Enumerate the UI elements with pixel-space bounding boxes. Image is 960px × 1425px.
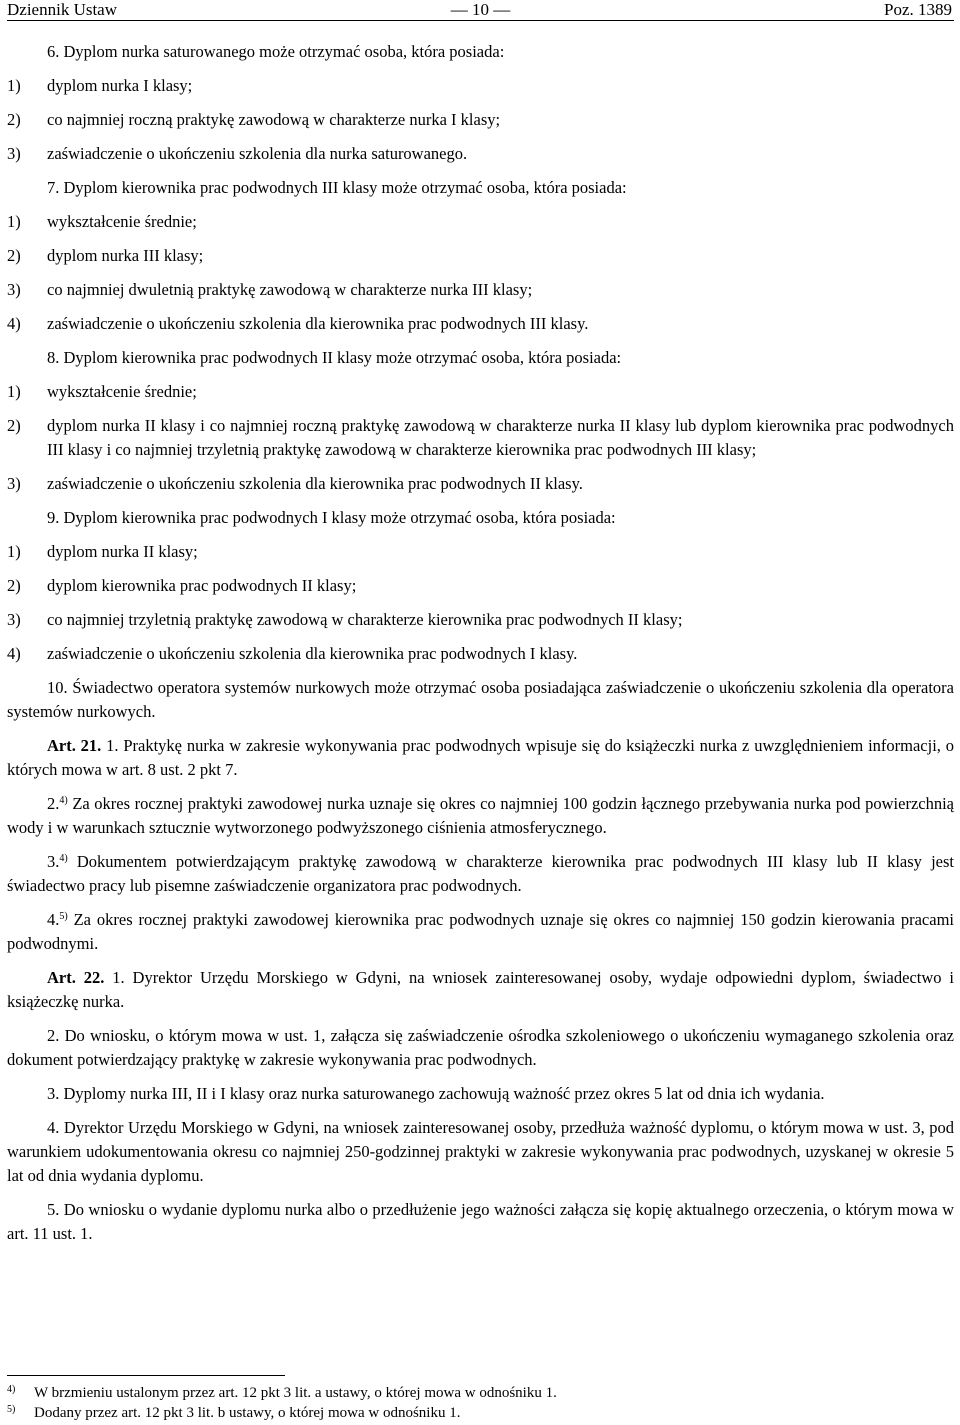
document-body <box>7 40 954 1256</box>
list-item-text: zaświadczenie o ukończeniu szkolenia dla kierownika prac podwodnych II klasy. <box>47 474 583 493</box>
list-item-number: 4) <box>7 644 21 663</box>
footnote <box>7 1383 954 1403</box>
paragraph-text: 4. Dyrektor Urzędu Morskiego w Gdyni, na wniosek zainteresowanej osoby, przedłuża ważność dyplomu, o którym mowa w ust. 3, pod warunkiem udokumentowania okresu co najmniej 250-godzinnej praktyki w zakresie wykonywania prac podwodnych, uzyskanej w okresie 5 lat od dnia wydania dyplomu. <box>7 1118 954 1185</box>
paragraph-text: Dokumentem potwierdzającym praktykę zawodową w charakterze kierownika prac podwodnych III klasy lub II klasy jest świadectwo pracy lub pisemne zaświadczenie organizatora prac podwodnych. <box>7 852 954 895</box>
position-number: Poz. 1389 <box>884 0 952 19</box>
paragraph-text: 1. Dyrektor Urzędu Morskiego w Gdyni, na wniosek zainteresowanej osoby, wydaje odpowiedni dyplom, świadectwo i książeczkę nurka. <box>7 968 954 1011</box>
paragraph <box>7 850 954 898</box>
paragraph-text: 10. Świadectwo operatora systemów nurkowych może otrzymać osoba posiadająca zaświadczenie o ukończeniu szkolenia dla operatora systemów nurkowych. <box>7 678 954 721</box>
list-item <box>7 278 954 302</box>
paragraph-text: 1. Praktykę nurka w zakresie wykonywania prac podwodnych wpisuje się do książeczki nurka z uwzględnieniem informacji, o których mowa w art. 8 ust. 2 pkt 7. <box>7 736 954 779</box>
footnote-text: Dodany przez art. 12 pkt 3 lit. b ustawy, o której mowa w odnośniku 1. <box>34 1405 461 1421</box>
paragraph <box>7 40 954 64</box>
list-item-text: zaświadczenie o ukończeniu szkolenia dla nurka saturowanego. <box>47 144 468 163</box>
list-item <box>7 380 954 404</box>
list-item <box>7 642 954 666</box>
footnote-mark: 5) <box>7 1404 16 1415</box>
paragraph <box>7 346 954 370</box>
list-item <box>7 244 954 268</box>
list-item-number: 2) <box>7 110 21 129</box>
paragraph <box>7 792 954 840</box>
list-item <box>7 74 954 98</box>
list-item <box>7 608 954 632</box>
list-item-number: 2) <box>7 576 21 595</box>
page-header <box>7 0 954 21</box>
list-item-number: 3) <box>7 474 21 493</box>
footnote <box>7 1403 954 1423</box>
footnote-reference: 5) <box>59 911 68 922</box>
paragraph <box>7 1024 954 1072</box>
list-item-number: 3) <box>7 610 21 629</box>
paragraph-text: 5. Do wniosku o wydanie dyplomu nurka albo o przedłużenie jego ważności załącza się kopię aktualnego orzeczenia, o którym mowa w art. 11 ust. 1. <box>7 1200 954 1243</box>
paragraph-text: 2. Do wniosku, o którym mowa w ust. 1, załącza się zaświadczenie ośrodka szkoleniowego o ukończeniu wymaganego szkolenia oraz dokument potwierdzający praktykę w zakresie wykonywania prac podwodnych. <box>7 1026 954 1069</box>
list-item-number: 1) <box>7 382 21 401</box>
footnote-mark: 4) <box>7 1384 16 1395</box>
list-item-number: 1) <box>7 542 21 561</box>
article-heading: Art. 22. <box>47 968 105 987</box>
paragraph-number: 4. <box>47 910 60 929</box>
list-item <box>7 108 954 132</box>
list-item <box>7 142 954 166</box>
list-item <box>7 312 954 336</box>
paragraph <box>7 734 954 782</box>
list-item-text: dyplom nurka III klasy; <box>47 246 204 265</box>
list-item-number: 4) <box>7 314 21 333</box>
list-item-text: co najmniej dwuletnią praktykę zawodową w charakterze nurka III klasy; <box>47 280 533 299</box>
list-item-number: 3) <box>7 280 21 299</box>
list-item-number: 2) <box>7 416 21 435</box>
list-item-text: wykształcenie średnie; <box>47 212 197 231</box>
list-item-text: dyplom nurka I klasy; <box>47 76 193 95</box>
footnote-separator <box>7 1375 285 1376</box>
list-item <box>7 574 954 598</box>
list-item-text: dyplom nurka II klasy i co najmniej roczną praktykę zawodową w charakterze nurka II klasy lub dyplom kierownika prac podwodnych III klasy i co najmniej trzyletnią praktykę zawodową w charakterze kierownika prac podwodnych III klasy; <box>47 416 954 459</box>
paragraph <box>7 1082 954 1106</box>
list-item-text: zaświadczenie o ukończeniu szkolenia dla kierownika prac podwodnych III klasy. <box>47 314 589 333</box>
list-item-number: 2) <box>7 246 21 265</box>
paragraph-text: 8. Dyplom kierownika prac podwodnych II klasy może otrzymać osoba, która posiada: <box>47 348 622 367</box>
list-item-text: co najmniej trzyletnią praktykę zawodową w charakterze kierownika prac podwodnych II klasy; <box>47 610 683 629</box>
page-number: — 10 — <box>450 0 511 19</box>
list-item-number: 3) <box>7 144 21 163</box>
paragraph-text: Za okres rocznej praktyki zawodowej kierownika prac podwodnych uznaje się okres co najmniej 150 godzin kierowania pracami podwodnymi. <box>7 910 954 953</box>
footnotes <box>7 1383 954 1423</box>
paragraph <box>7 1198 954 1246</box>
paragraph <box>7 908 954 956</box>
footnote-text: W brzmieniu ustalonym przez art. 12 pkt 3 lit. a ustawy, o której mowa w odnośniku 1. <box>34 1385 557 1401</box>
paragraph-text: 6. Dyplom nurka saturowanego może otrzymać osoba, która posiada: <box>47 42 505 61</box>
list-item <box>7 414 954 462</box>
journal-title: Dziennik Ustaw <box>7 0 118 19</box>
paragraph-text: 7. Dyplom kierownika prac podwodnych III klasy może otrzymać osoba, która posiada: <box>47 178 627 197</box>
list-item-text: wykształcenie średnie; <box>47 382 197 401</box>
footnote-reference: 4) <box>59 853 68 864</box>
paragraph <box>7 676 954 724</box>
list-item-text: dyplom nurka II klasy; <box>47 542 198 561</box>
list-item-text: dyplom kierownika prac podwodnych II klasy; <box>47 576 357 595</box>
paragraph <box>7 966 954 1014</box>
list-item <box>7 540 954 564</box>
list-item-number: 1) <box>7 212 21 231</box>
list-item <box>7 210 954 234</box>
paragraph-text: 9. Dyplom kierownika prac podwodnych I klasy może otrzymać osoba, która posiada: <box>47 508 616 527</box>
paragraph-text: 3. Dyplomy nurka III, II i I klasy oraz nurka saturowanego zachowują ważność przez okres 5 lat od dnia ich wydania. <box>47 1084 825 1103</box>
paragraph-text: Za okres rocznej praktyki zawodowej nurka uznaje się okres co najmniej 100 godzin łącznego przebywania nurka pod powierzchnią wody i w warunkach sztucznie wytworzonego podwyższonego ciśnienia atmosferycznego. <box>7 794 954 837</box>
article-heading: Art. 21. <box>47 736 102 755</box>
paragraph-number: 3. <box>47 852 60 871</box>
list-item-number: 1) <box>7 76 21 95</box>
paragraph <box>7 176 954 200</box>
paragraph <box>7 1116 954 1188</box>
footnote-reference: 4) <box>59 795 68 806</box>
list-item <box>7 472 954 496</box>
paragraph <box>7 506 954 530</box>
paragraph-number: 2. <box>47 794 60 813</box>
list-item-text: co najmniej roczną praktykę zawodową w charakterze nurka I klasy; <box>47 110 501 129</box>
list-item-text: zaświadczenie o ukończeniu szkolenia dla kierownika prac podwodnych I klasy. <box>47 644 578 663</box>
